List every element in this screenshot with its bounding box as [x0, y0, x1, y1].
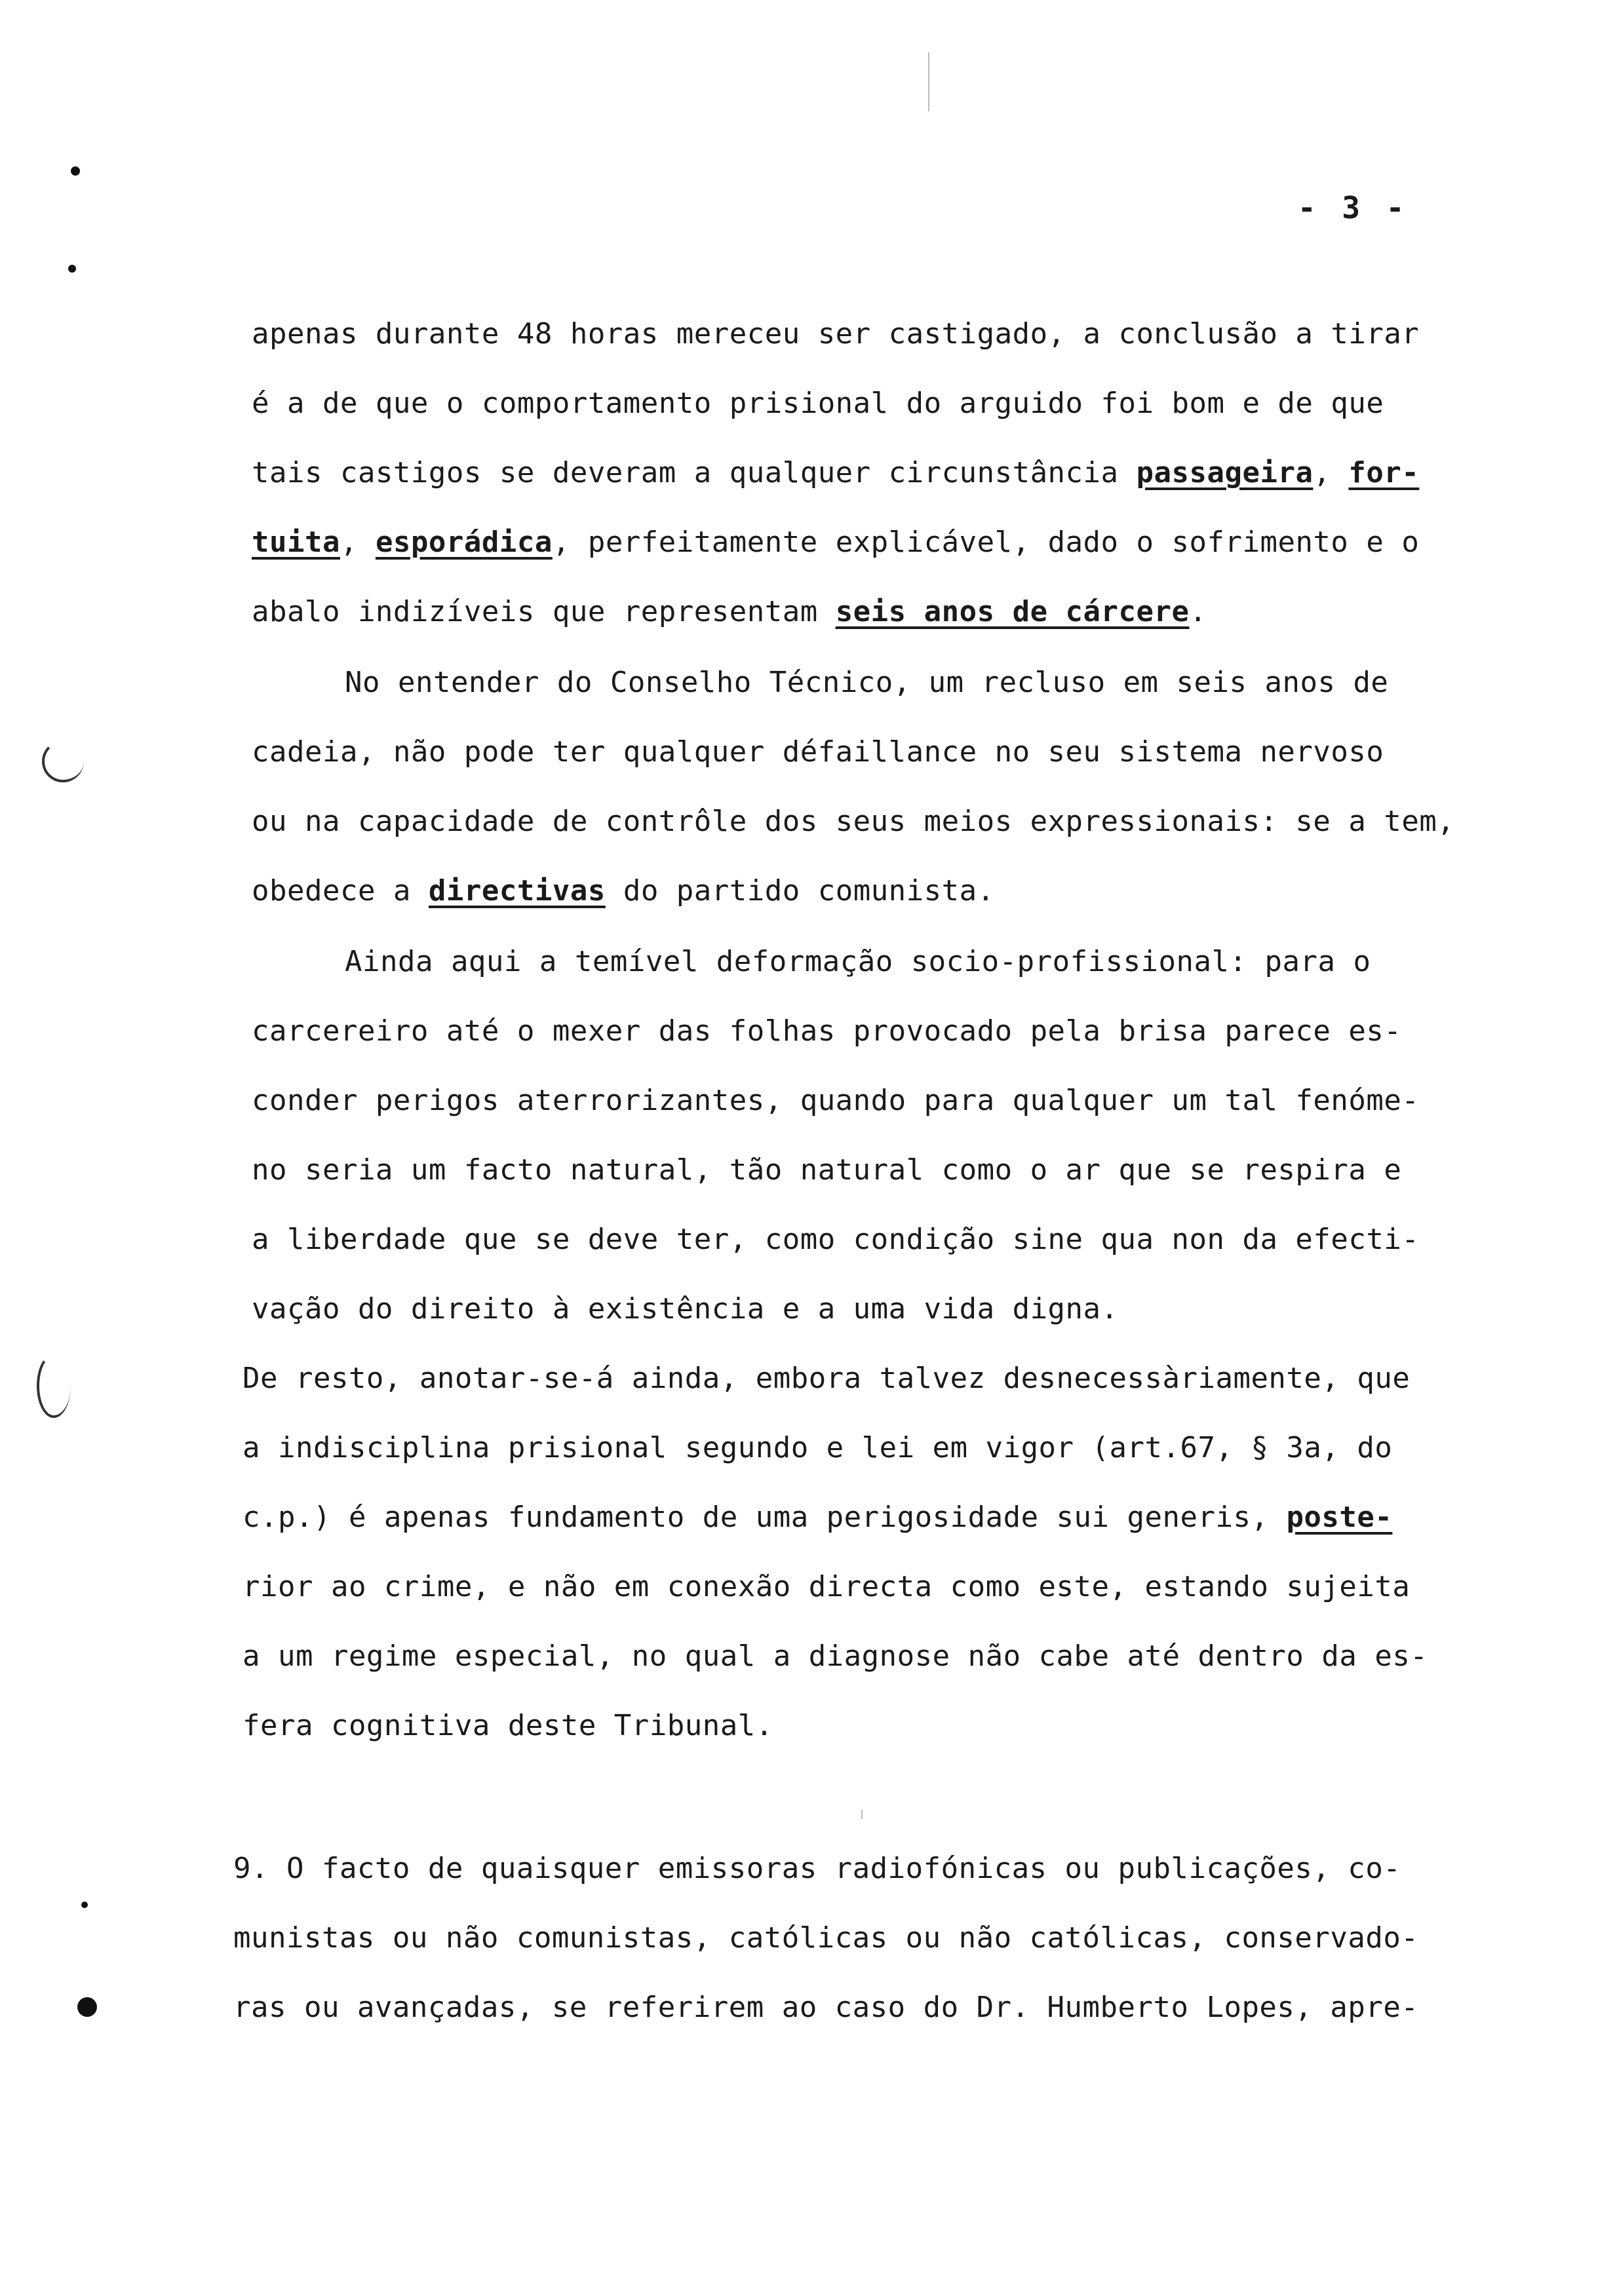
text-line: No entender do Conselho Técnico, um recluso em seis anos de — [345, 666, 1389, 699]
text-line: munistas ou não comunistas, católicas ou não católicas, conservado- — [233, 1921, 1419, 1955]
text-line: a um regime especial, no qual a diagnose não cabe até dentro da es- — [243, 1639, 1428, 1673]
text-line: fera cognitiva deste Tribunal. — [243, 1709, 773, 1742]
margin-mark — [42, 740, 84, 782]
margin-mark — [68, 265, 76, 273]
page-number: - 3 - — [1298, 190, 1409, 225]
text-line: cadeia, não pode ter qualquer défaillance no seu sistema nervoso — [252, 735, 1384, 769]
scan-artifact — [928, 52, 929, 111]
text-line: ras ou avançadas, se referirem ao caso do Dr. Humberto Lopes, apre- — [233, 1991, 1419, 2024]
margin-mark — [37, 1354, 71, 1418]
text-line: 9. O facto de quaisquer emissoras radiofónicas ou publicações, co- — [233, 1852, 1401, 1885]
margin-mark — [71, 166, 80, 176]
text-line: a liberdade que se deve ter, como condição sine qua non da efecti- — [252, 1223, 1420, 1256]
text-line: vação do direito à existência e a uma vida digna. — [252, 1292, 1119, 1326]
text-line: tuita, esporádica, perfeitamente explicável, dado o sofrimento e o — [252, 526, 1420, 559]
scan-artifact — [861, 1810, 863, 1819]
text-line: ou na capacidade de contrôle dos seus meios expressionais: se a tem, — [252, 805, 1455, 838]
text-line: obedece a directivas do partido comunista. — [252, 874, 995, 908]
text-line: a indisciplina prisional segundo e lei em vigor (art.67, § 3a, do — [243, 1431, 1393, 1464]
text-line: tais castigos se deveram a qualquer circunstância passageira, for- — [252, 456, 1420, 489]
text-line: conder perigos aterrorizantes, quando para qualquer um tal fenóme- — [252, 1084, 1420, 1117]
text-line: apenas durante 48 horas mereceu ser castigado, a conclusão a tirar — [252, 317, 1420, 351]
text-line: rior ao crime, e não em conexão directa como este, estando sujeita — [243, 1570, 1411, 1603]
text-line: De resto, anotar-se-á ainda, embora talvez desnecessàriamente, que — [243, 1362, 1411, 1395]
text-line: c.p.) é apenas fundamento de uma perigosidade sui generis, poste- — [243, 1501, 1393, 1534]
margin-mark — [77, 1997, 97, 2017]
text-line: abalo indizíveis que representam seis anos de cárcere. — [252, 595, 1207, 628]
text-line: no seria um facto natural, tão natural como o ar que se respira e — [252, 1153, 1402, 1187]
text-line: Ainda aqui a temível deformação socio-profissional: para o — [345, 945, 1371, 978]
text-line: carcereiro até o mexer das folhas provocado pela brisa parece es- — [252, 1014, 1402, 1048]
margin-mark — [81, 1902, 88, 1908]
text-line: é a de que o comportamento prisional do arguido foi bom e de que — [252, 387, 1384, 420]
